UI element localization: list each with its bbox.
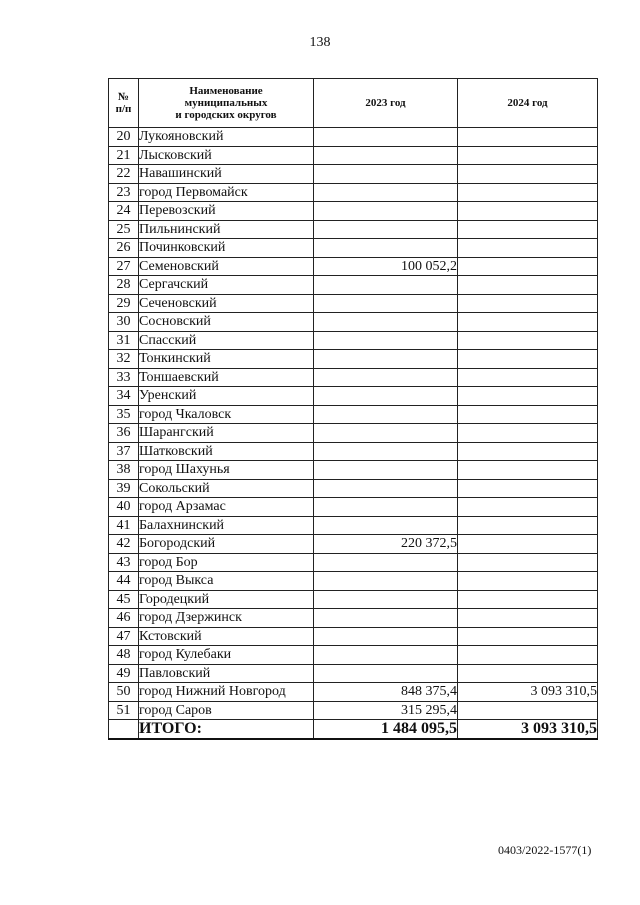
row-name: Богородский (139, 535, 314, 554)
table-row (109, 202, 598, 221)
row-value-2024 (458, 128, 598, 147)
row-number: 25 (109, 220, 139, 239)
row-number: 39 (109, 479, 139, 498)
row-name: Сокольский (139, 479, 314, 498)
row-value-2024 (458, 202, 598, 221)
header-2024: 2024 год (458, 79, 598, 128)
row-value-2024 (458, 627, 598, 646)
document-code: 0403/2022-1577(1) (498, 843, 592, 857)
row-number: 31 (109, 331, 139, 350)
row-name: Семеновский (139, 257, 314, 276)
budget-table (108, 78, 598, 740)
header-name (139, 79, 314, 128)
row-value-2023 (314, 220, 458, 239)
row-number: 49 (109, 664, 139, 683)
row-number: 42 (109, 535, 139, 554)
row-value-2024 (458, 387, 598, 406)
table-row (109, 498, 598, 517)
row-value-2024 (458, 276, 598, 295)
row-value-2023 (314, 146, 458, 165)
table-row (109, 294, 598, 313)
row-value-2024 (458, 146, 598, 165)
row-value-2024 (458, 516, 598, 535)
row-name: Городецкий (139, 590, 314, 609)
row-number: 33 (109, 368, 139, 387)
row-value-2024 (458, 590, 598, 609)
row-name: Сосновский (139, 313, 314, 332)
row-value-2024 (458, 701, 598, 720)
table-row (109, 572, 598, 591)
row-name: Сергачский (139, 276, 314, 295)
row-name: Шарангский (139, 424, 314, 443)
table-header-row (109, 79, 598, 128)
table-row (109, 368, 598, 387)
table-row (109, 165, 598, 184)
row-number: 47 (109, 627, 139, 646)
row-name: город Бор (139, 553, 314, 572)
row-name: Шатковский (139, 442, 314, 461)
row-value-2024 (458, 257, 598, 276)
header-2023: 2023 год (314, 79, 458, 128)
total-label: ИТОГО: (139, 720, 314, 740)
row-name: Навашинский (139, 165, 314, 184)
row-number: 35 (109, 405, 139, 424)
row-name: Спасский (139, 331, 314, 350)
table-row (109, 257, 598, 276)
row-number: 28 (109, 276, 139, 295)
row-number: 21 (109, 146, 139, 165)
table-row (109, 609, 598, 628)
row-value-2023 (314, 553, 458, 572)
row-value-2023 (314, 313, 458, 332)
table-row (109, 239, 598, 258)
row-number: 30 (109, 313, 139, 332)
row-name: город Кулебаки (139, 646, 314, 665)
row-name: город Выкса (139, 572, 314, 591)
table-row (109, 387, 598, 406)
row-value-2023 (314, 516, 458, 535)
row-value-2024 (458, 442, 598, 461)
header-number (109, 79, 139, 128)
row-value-2024 (458, 498, 598, 517)
row-value-2024 (458, 405, 598, 424)
table-row (109, 683, 598, 702)
table-row (109, 590, 598, 609)
row-name: Лысковский (139, 146, 314, 165)
row-number: 51 (109, 701, 139, 720)
row-value-2024 (458, 646, 598, 665)
row-value-2024 (458, 331, 598, 350)
page-number: 138 (309, 35, 331, 50)
table-row (109, 276, 598, 295)
row-value-2024 (458, 313, 598, 332)
row-name: Павловский (139, 664, 314, 683)
row-value-2024 (458, 535, 598, 554)
row-name: Сеченовский (139, 294, 314, 313)
row-value-2024 (458, 572, 598, 591)
row-number: 41 (109, 516, 139, 535)
row-number: 32 (109, 350, 139, 369)
table-row (109, 183, 598, 202)
row-value-2023 (314, 479, 458, 498)
row-number: 48 (109, 646, 139, 665)
row-value-2023 (314, 405, 458, 424)
table-row (109, 664, 598, 683)
row-value-2024 (458, 239, 598, 258)
row-value-2024 (458, 183, 598, 202)
row-value-2024 (458, 479, 598, 498)
row-name: Балахнинский (139, 516, 314, 535)
row-number: 43 (109, 553, 139, 572)
row-value-2023 (314, 609, 458, 628)
total-number-cell (109, 720, 139, 740)
table-row (109, 350, 598, 369)
row-name: Починковский (139, 239, 314, 258)
row-number: 46 (109, 609, 139, 628)
row-number: 29 (109, 294, 139, 313)
row-number: 44 (109, 572, 139, 591)
total-2023: 1 484 095,5 (314, 720, 458, 740)
table-row (109, 405, 598, 424)
row-value-2023 (314, 368, 458, 387)
row-number: 24 (109, 202, 139, 221)
row-number: 36 (109, 424, 139, 443)
row-value-2023 (314, 276, 458, 295)
row-number: 34 (109, 387, 139, 406)
row-value-2023 (314, 442, 458, 461)
table-row (109, 331, 598, 350)
row-name: город Чкаловск (139, 405, 314, 424)
table-row (109, 146, 598, 165)
row-value-2024 (458, 424, 598, 443)
row-number: 26 (109, 239, 139, 258)
row-name: город Нижний Новгород (139, 683, 314, 702)
row-number: 38 (109, 461, 139, 480)
row-value-2024 (458, 220, 598, 239)
row-value-2023: 848 375,4 (314, 683, 458, 702)
table-row (109, 424, 598, 443)
table-row (109, 479, 598, 498)
row-value-2023: 100 052,2 (314, 257, 458, 276)
row-value-2024 (458, 609, 598, 628)
row-value-2023 (314, 239, 458, 258)
row-value-2023 (314, 461, 458, 480)
row-value-2023 (314, 202, 458, 221)
row-name: город Дзержинск (139, 609, 314, 628)
header-number-line: п/п (115, 103, 132, 115)
row-value-2023: 315 295,4 (314, 701, 458, 720)
row-number: 23 (109, 183, 139, 202)
row-value-2024 (458, 664, 598, 683)
row-number: 50 (109, 683, 139, 702)
table-row (109, 220, 598, 239)
row-value-2023 (314, 165, 458, 184)
table-row (109, 646, 598, 665)
row-number: 45 (109, 590, 139, 609)
row-name: Перевозский (139, 202, 314, 221)
table-row (109, 535, 598, 554)
header-number-line: № (117, 91, 130, 103)
header-name-line: Наименование (189, 85, 263, 97)
row-value-2023 (314, 627, 458, 646)
row-number: 20 (109, 128, 139, 147)
table-row (109, 627, 598, 646)
row-name: город Первомайск (139, 183, 314, 202)
row-number: 27 (109, 257, 139, 276)
row-value-2023: 220 372,5 (314, 535, 458, 554)
table-row (109, 313, 598, 332)
row-value-2023 (314, 128, 458, 147)
row-value-2023 (314, 590, 458, 609)
table-row (109, 553, 598, 572)
total-2024: 3 093 310,5 (458, 720, 598, 740)
row-name: Пильнинский (139, 220, 314, 239)
row-value-2023 (314, 331, 458, 350)
table-row (109, 701, 598, 720)
row-number: 40 (109, 498, 139, 517)
row-value-2023 (314, 294, 458, 313)
row-value-2023 (314, 498, 458, 517)
row-value-2023 (314, 664, 458, 683)
row-value-2023 (314, 424, 458, 443)
row-number: 37 (109, 442, 139, 461)
row-name: город Саров (139, 701, 314, 720)
row-value-2023 (314, 646, 458, 665)
row-name: Кстовский (139, 627, 314, 646)
row-name: Тонкинский (139, 350, 314, 369)
row-value-2023 (314, 183, 458, 202)
table-row (109, 128, 598, 147)
row-name: Лукояновский (139, 128, 314, 147)
row-name: город Арзамас (139, 498, 314, 517)
header-name-line: муниципальных (184, 97, 268, 109)
row-value-2023 (314, 350, 458, 369)
row-value-2024 (458, 294, 598, 313)
table-row (109, 461, 598, 480)
row-name: Уренский (139, 387, 314, 406)
total-row (109, 720, 598, 740)
row-value-2024 (458, 165, 598, 184)
row-number: 22 (109, 165, 139, 184)
row-value-2024 (458, 368, 598, 387)
header-name-line: и городских округов (175, 109, 277, 121)
row-value-2024 (458, 350, 598, 369)
row-value-2024 (458, 461, 598, 480)
row-value-2023 (314, 572, 458, 591)
row-name: город Шахунья (139, 461, 314, 480)
table-row (109, 442, 598, 461)
row-value-2024 (458, 553, 598, 572)
row-value-2023 (314, 387, 458, 406)
table-row (109, 516, 598, 535)
row-name: Тоншаевский (139, 368, 314, 387)
row-value-2024: 3 093 310,5 (458, 683, 598, 702)
